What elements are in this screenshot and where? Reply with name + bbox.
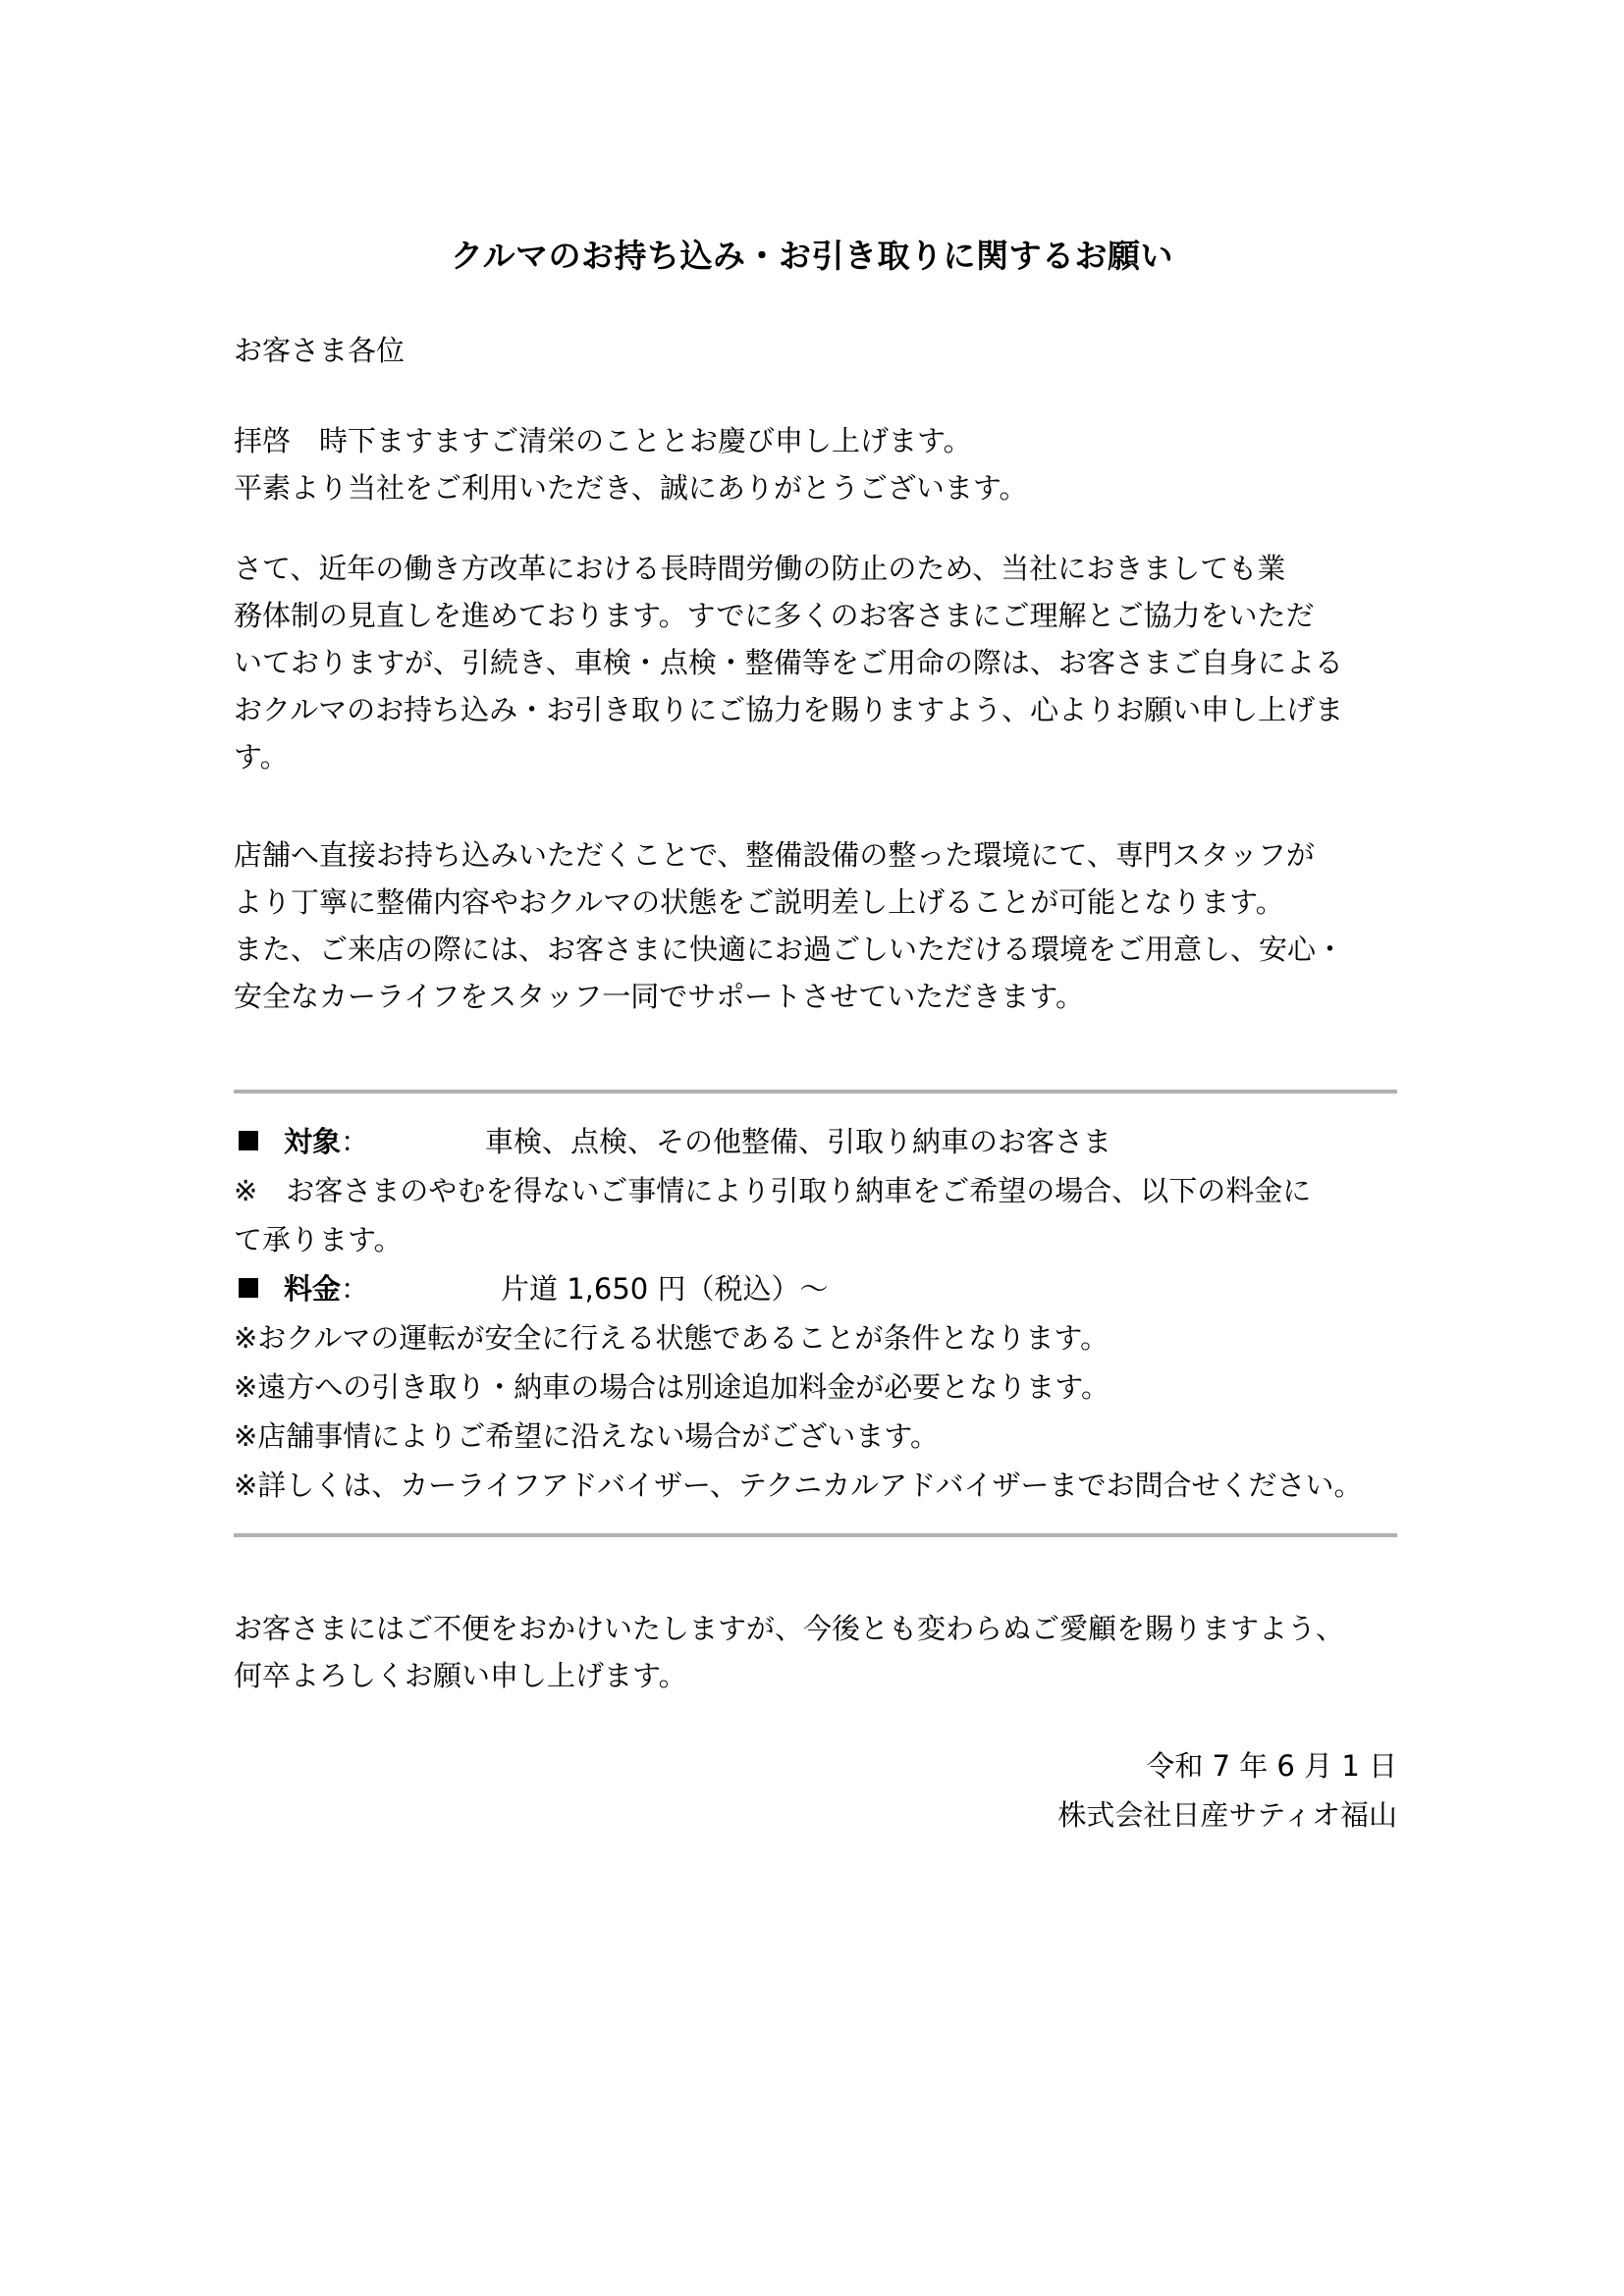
- target-row: [234, 1119, 369, 1164]
- target-colon: ：: [341, 1125, 370, 1158]
- fee-label: 料金: [284, 1272, 342, 1306]
- issue-date: 令和 7 年 6 月 1 日: [1146, 1749, 1397, 1783]
- paragraph1-line-3: いておりますが、引続き、車検・点検・整備等をご用命の際は、お客さまご自身による: [234, 646, 1343, 679]
- box-top-rule: [234, 1090, 1397, 1094]
- note-line-3: ※店舗事情によりご希望に沿えない場合がございます。: [234, 1419, 939, 1453]
- fee-row: [234, 1266, 369, 1311]
- company-name: 株式会社日産サティオ福山: [1057, 1798, 1397, 1832]
- paragraph2-line-2: より丁寧に整備内容やおクルマの状態をご説明差し上げることが可能となります。: [234, 885, 1284, 919]
- note-line-4: ※詳しくは、カーライフアドバイザー、テクニカルアドバイザーまでお問合せください。: [234, 1468, 1363, 1502]
- target-note-line-2: て承ります。: [234, 1223, 403, 1256]
- paragraph1-line-4: おクルマのお持ち込み・お引き取りにご協力を賜りますよう、心よりお願い申し上げま: [234, 693, 1344, 726]
- square-bullet-icon: [239, 1278, 258, 1298]
- salutation: お客さま各位: [234, 334, 406, 367]
- closing-line-2: 何卒よろしくお願い申し上げます。: [234, 1659, 687, 1692]
- target-note-line-1: ※ お客さまのやむを得ないご事情により引取り納車をご希望の場合、以下の料金に: [234, 1174, 1312, 1207]
- closing-line-1: お客さまにはご不便をおかけいたしますが、今後とも変わらぬご愛顧を賜りますよう、: [234, 1612, 1345, 1645]
- greeting-line-1: 拝啓 時下ますますご清栄のこととお慶び申し上げます。: [234, 424, 972, 457]
- paragraph2-line-1: 店舗へ直接お持ち込みいただくことで、整備設備の整った環境にて、専門スタッフが: [234, 838, 1315, 872]
- note-line-2: ※遠方への引き取り・納車の場合は別途追加料金が必要となります。: [234, 1370, 1110, 1404]
- greeting-line-2: 平素より当社をご利用いただき、誠にありがとうございます。: [234, 471, 1028, 505]
- note-line-1: ※おクルマの運転が安全に行える状態であることが条件となります。: [234, 1321, 1110, 1355]
- fee-colon: ：: [341, 1272, 370, 1306]
- paragraph2-line-3: また、ご来店の際には、お客さまに快適にお過ごしいただける環境をご用意し、安心・: [234, 933, 1345, 966]
- target-label: 対象: [284, 1125, 342, 1158]
- square-bullet-icon: [239, 1131, 258, 1150]
- paragraph1-line-1: さて、近年の働き方改革における長時間労働の防止のため、当社におきましても業: [234, 552, 1286, 585]
- box-bottom-rule: [234, 1533, 1397, 1537]
- fee-value: 片道 1,650 円（税込）～: [501, 1272, 829, 1306]
- document-title: クルマのお持ち込み・お引き取りに関するお願い: [450, 237, 1173, 275]
- paragraph1-line-5: す。: [234, 740, 289, 774]
- paragraph2-line-4: 安全なカーライフをスタッフ一同でサポートさせていただきます。: [234, 980, 1084, 1013]
- target-value: 車検、点検、その他整備、引取り納車のお客さま: [485, 1125, 1112, 1158]
- paragraph1-line-2: 務体制の見直しを進めております。すでに多くのお客さまにご理解とご協力をいただ: [234, 599, 1315, 632]
